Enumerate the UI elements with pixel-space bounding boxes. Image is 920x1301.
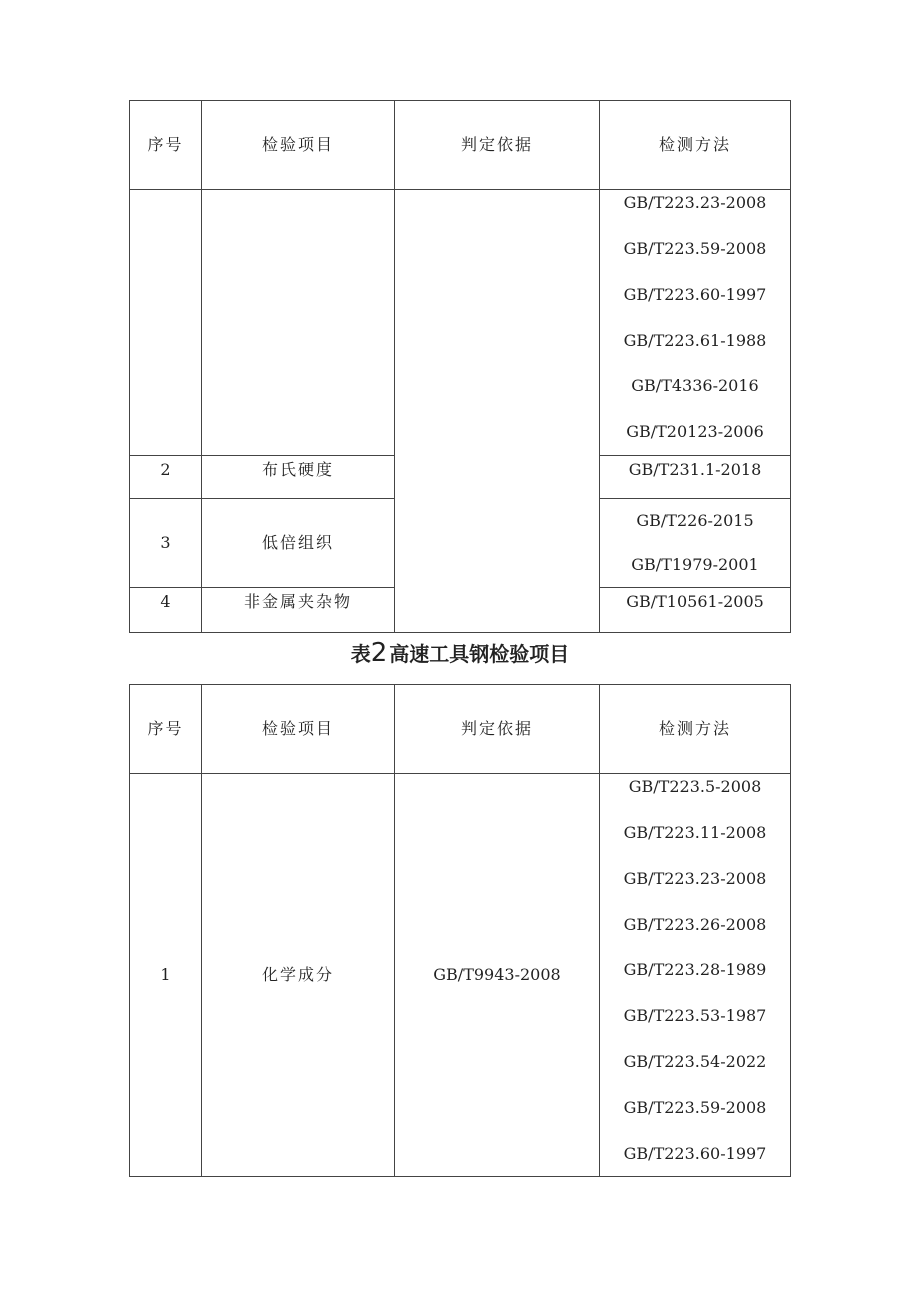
header-method: 检测方法: [600, 685, 791, 774]
method-text: GB/T223.26-2008: [623, 914, 767, 934]
cell-item: 化学成分: [202, 774, 395, 1177]
table-caption: [0, 638, 920, 668]
caption-prefix: 表: [350, 642, 371, 666]
cell-basis: GB/T9943-2008: [395, 774, 600, 1177]
table-row: [130, 190, 791, 456]
cell-item: 布氏硬度: [202, 455, 395, 498]
cell-methods: [600, 774, 791, 1177]
method-text: GB/T20123-2006: [626, 422, 764, 442]
header-basis: 判定依据: [395, 101, 600, 190]
method-text: GB/T223.53-1987: [623, 1006, 767, 1026]
inspection-table-2: [129, 684, 791, 1177]
inspection-table-1: [129, 100, 791, 633]
method-text: GB/T223.61-1988: [623, 330, 767, 350]
cell-methods: [600, 498, 791, 587]
cell-item: 非金属夹杂物: [202, 587, 395, 632]
caption-title: 高速工具钢检验项目: [389, 642, 570, 666]
cell-methods: [600, 190, 791, 456]
cell-item: 低倍组织: [202, 498, 395, 587]
cell-no: 2: [130, 455, 202, 498]
method-text: GB/T223.60-1997: [623, 284, 767, 304]
cell-methods: GB/T10561-2005: [600, 587, 791, 632]
cell-methods: GB/T231.1-2018: [600, 455, 791, 498]
cell-item: [202, 190, 395, 456]
method-text: GB/T223.5-2008: [628, 777, 762, 797]
cell-basis: [395, 190, 600, 633]
cell-no: [130, 190, 202, 456]
header-basis: 判定依据: [395, 685, 600, 774]
header-method: 检测方法: [600, 101, 791, 190]
cell-no: 4: [130, 587, 202, 632]
method-text: GB/T4336-2016: [631, 376, 759, 396]
method-text: GB/T226-2015: [636, 511, 754, 531]
table-header-row: [130, 685, 791, 774]
method-text: GB/T223.59-2008: [623, 239, 767, 259]
header-item: 检验项目: [202, 101, 395, 190]
method-text: GB/T223.23-2008: [623, 193, 767, 213]
method-text: GB/T223.28-1989: [623, 960, 767, 980]
method-text: GB/T223.23-2008: [623, 868, 767, 888]
table-row: [130, 774, 791, 1177]
method-text: GB/T1979-2001: [631, 555, 759, 575]
header-item: 检验项目: [202, 685, 395, 774]
method-text: GB/T223.11-2008: [623, 823, 767, 843]
method-text: GB/T223.54-2022: [623, 1052, 767, 1072]
cell-no: 1: [130, 774, 202, 1177]
table-header-row: [130, 101, 791, 190]
method-text: GB/T223.59-2008: [623, 1097, 767, 1117]
header-no: 序号: [130, 101, 202, 190]
header-no: 序号: [130, 685, 202, 774]
cell-no: 3: [130, 498, 202, 587]
caption-number: 2: [370, 638, 388, 668]
method-text: GB/T223.60-1997: [623, 1143, 767, 1163]
